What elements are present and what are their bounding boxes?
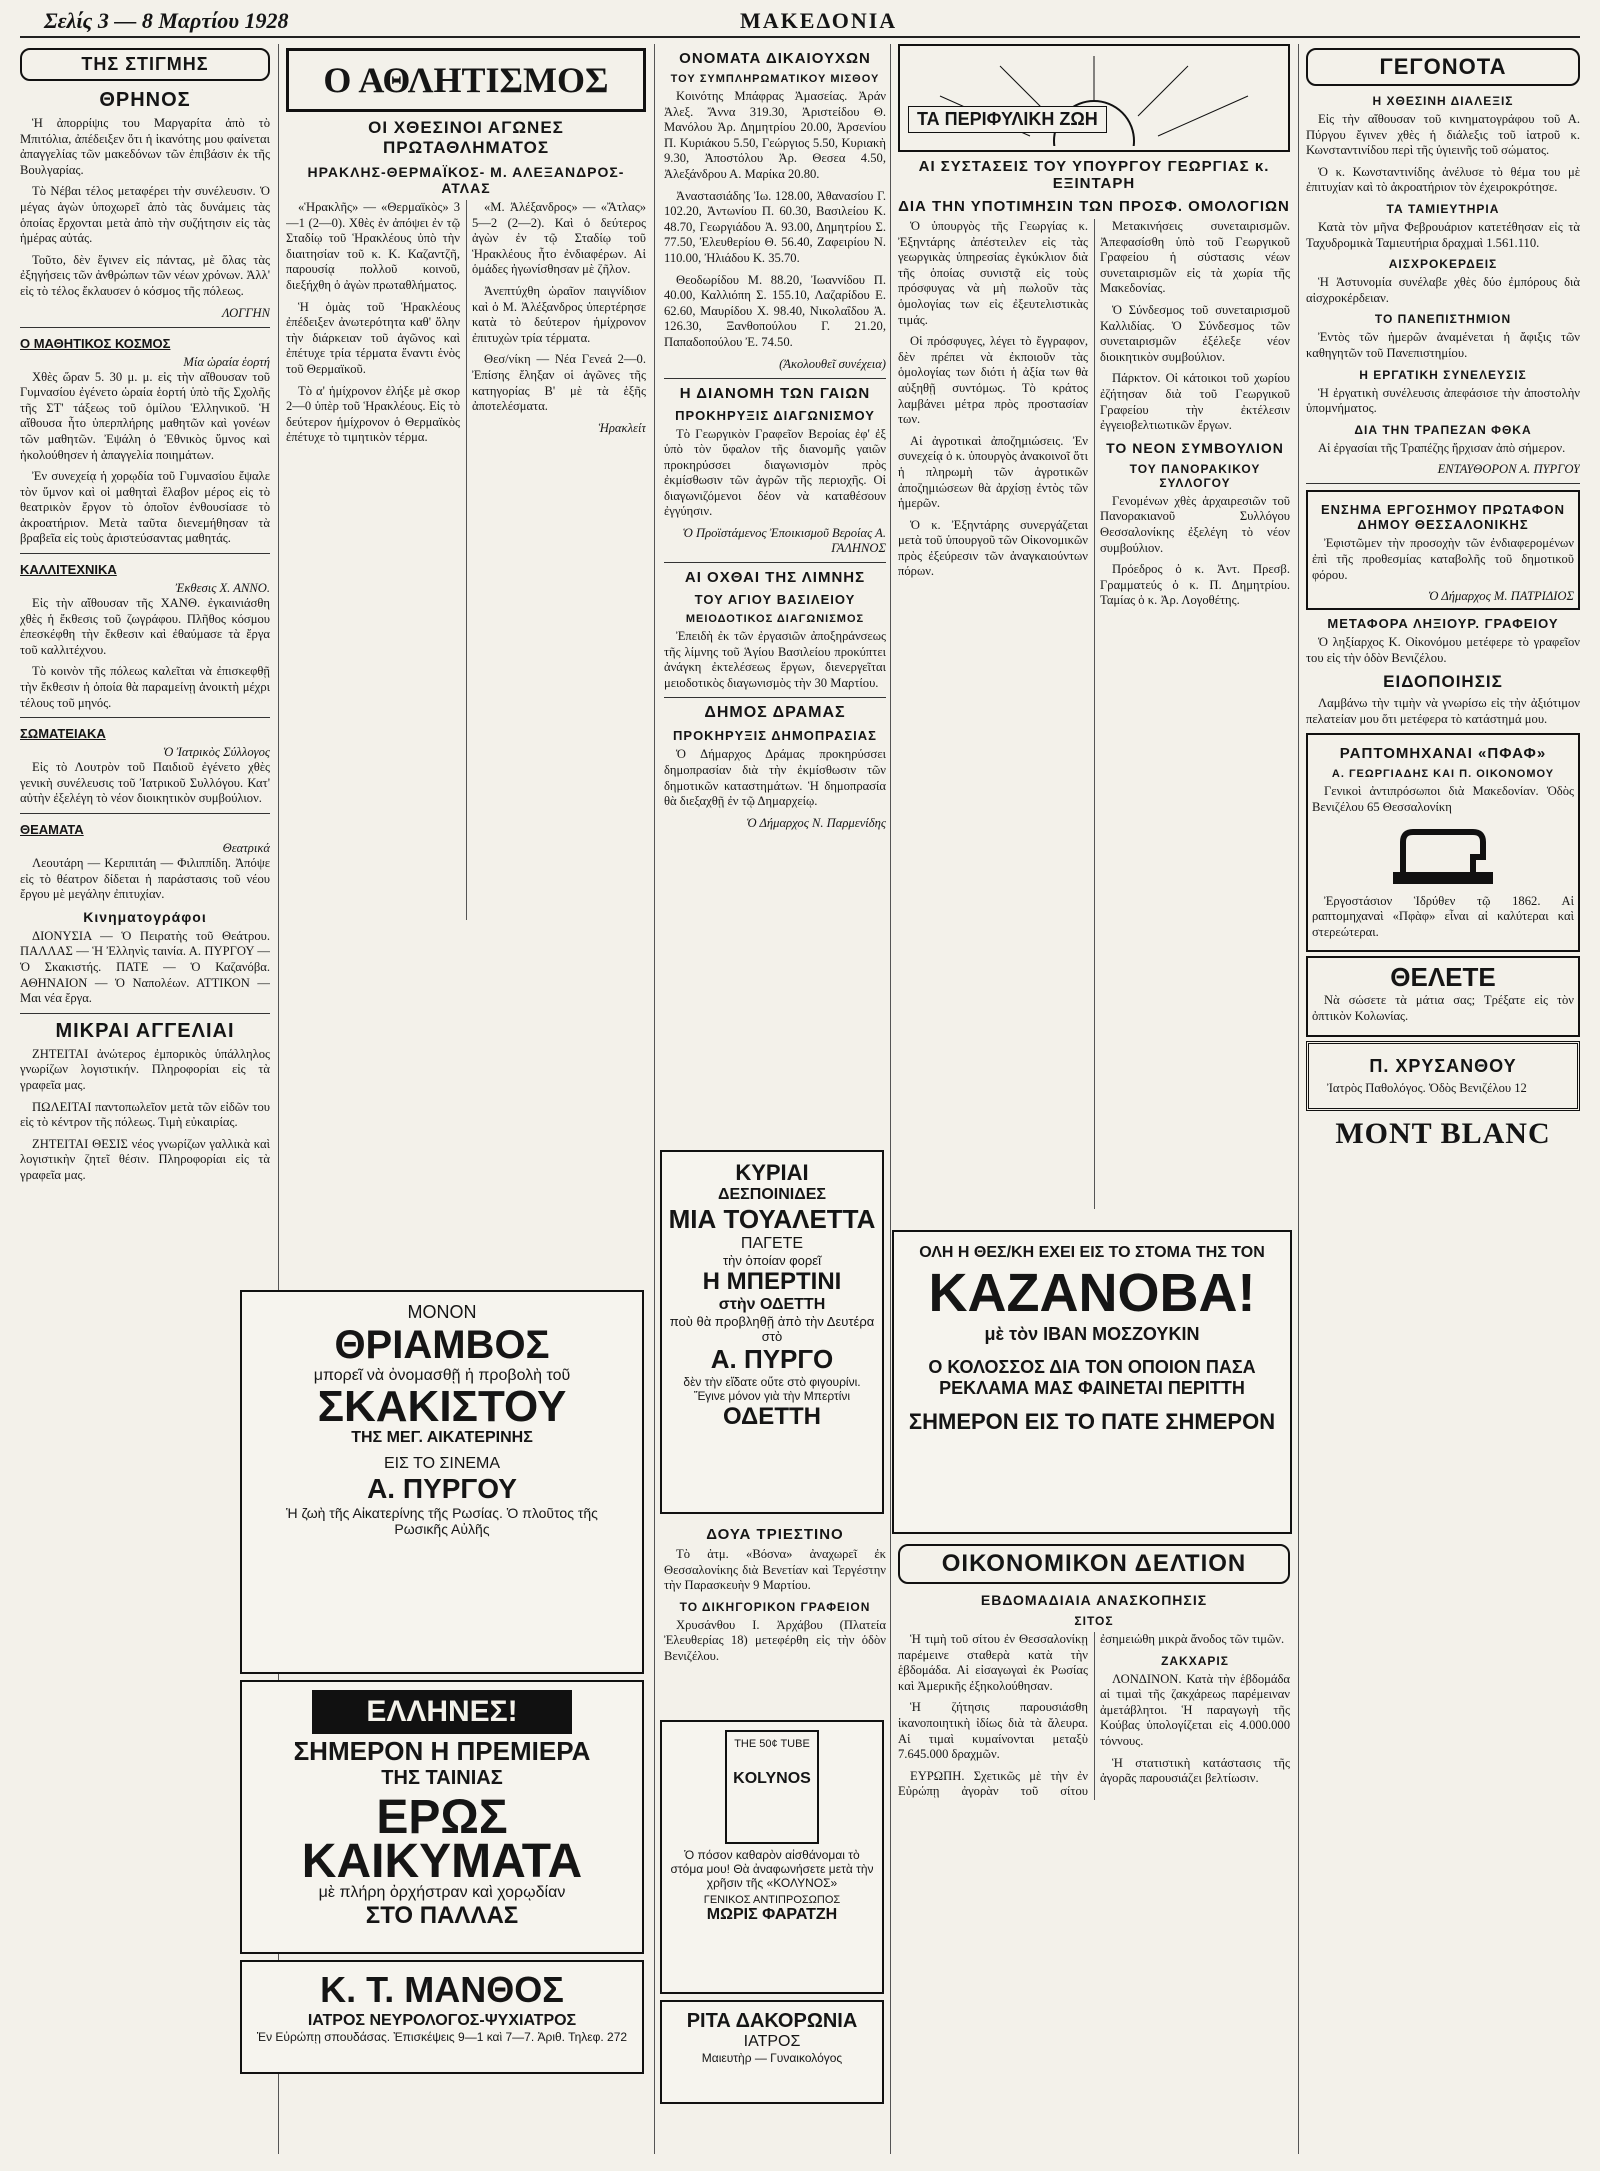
ad-dakoronia [660, 2000, 884, 2104]
classified-ad: ΖΗΤΕΙΤΑΙ ΘΕΣΙΣ νέος γνωρίζων γαλλικὰ καὶ λογιστικὴν ζητεῖ θέσιν. Πληροφορίαι εἰς τὰ γραφεῖα μας. [20, 1136, 270, 1182]
ad-text: ΕΛΛΗΝΕΣ! [312, 1690, 572, 1734]
signature: Ἡρακλείτ [598, 420, 646, 435]
ad-manthos [240, 1960, 644, 2074]
paper-name: ΜΑΚΕΔΟΝΙΑ [740, 8, 898, 33]
ad-text: ΕΡΩΣ ΚΑΙΚΥΜΑΤΑ [301, 1791, 583, 1888]
ad-text: μὲ τὸν ΙΒΑΝ ΜΟΣΖΟΥΚΙΝ [984, 1324, 1200, 1344]
headline: ΜΕΤΑΦΟΡΑ ΛΗΞΙΟΥΡ. ΓΡΑΦΕΙΟΥ [1327, 616, 1559, 632]
ad-text: ΡΑΠΤΟΜΗΧΑΝΑΙ «ΠΦΑΦ» [1339, 745, 1547, 763]
paragraph: «Ἡρακλῆς» — «Θερμαϊκὸς» 3—1 (2—0). Χθὲς ἐν ἀπόψει ἐν τῷ Σταδίῳ τοῦ Ἡρακλέους ὑπὸ τὴν διαιτησίαν τοῦ κ. Κ. Καζαντζῆ, παρουσίᾳ πολλοῦ κοινοῦ, διεξήχθη ὁ ἀγὼν πρωταθλήματος. [286, 200, 460, 292]
paragraph: Ὁ κ. Κωνσταντινίδης ἀνέλυσε τὸ θέμα του μὲ ἐπιτυχίαν καὶ τὸ ἀκροατήριον τὸν ἐχειροκρότησε. [1306, 164, 1580, 195]
section-heading: ΘΕΑΜΑΤΑ [20, 822, 84, 837]
paragraph: Ἐντὸς τῶν ἡμερῶν ἀναμένεται ἡ ἄφιξις τῶν καθηγητῶν τοῦ Πανεπιστημίου. [1306, 330, 1580, 360]
paragraph: «Μ. Ἀλέξανδρος» — «Ἄτλας» 5—2 (2—2). Καὶ ὁ δεύτερος ἀγὼν ἐν τῷ Σταδίῳ τοῦ Ἡρακλέους ἦτο ἐνδιαφέρων. Αἱ ὁμάδες ἠγωνίσθησαν μὲ ζῆλον. [472, 200, 646, 277]
toothpaste-icon [725, 1730, 819, 1844]
ad-odetti [660, 1150, 884, 1514]
ad-text: μπορεῖ νὰ ὀνομασθῇ ἡ προβολὴ τοῦ [313, 1367, 571, 1384]
paragraph: Κοινότης Μπάφρας Ἀμασείας. Ἀράν Ἀλεξ. Ἄννα 319.30, Ἀριστείδου Θ. Μανόλου Ἀρ. Δημητρίου 20.00, Ἀρσενίου Π. Κυριάκου 5.50, Γεώργιος 5.50, Κυριακὴ 9.30, Ἀποστόλου Ἀρ. Θεσεα 4.50, Ἀλεξάνδρου Α. Μαρίκα 20.80. [664, 89, 886, 181]
ad-text: ΣΤΟ ΠΑΛΛΑΣ [365, 1902, 519, 1929]
ad-text: Ὁ πόσον καθαρὸν αἰσθάνομαι τὸ στόμα μου! Θὰ ἀναφωνήσετε μετὰ τὴν χρῆσιν τῆς «ΚΟΛΥΝΟΣ» [670, 1848, 874, 1890]
headline: ΤΟ ΝΕΟΝ ΣΥΜΒΟΥΛΙΟΝ [1106, 439, 1284, 456]
paragraph: Μετακινήσεις συνεταιρισμῶν. Ἀπεφασίσθη ὑπὸ τοῦ Γεωργικοῦ Γραφείου ἡ σύστασις νέων συνεταιρισμῶν εἰς τὰ χωρία τῆς Μακεδονίας. [1100, 219, 1290, 296]
ad-text: THE 50¢ TUBE [734, 1738, 810, 1750]
section-heading: ΣΩΜΑΤΕΙΑΚΑ [20, 726, 106, 742]
ad-text: Μαιευτὴρ — Γυναικολόγος [701, 2051, 843, 2065]
paragraph: Ὁ ληξίαρχος Κ. Οἰκονόμου μετέφερε τὸ γραφεῖον του εἰς τὴν ὁδὸν Βενιζέλου. [1306, 635, 1580, 665]
headline: ΤΟ ΔΙΚΗΓΟΡΙΚΟΝ ΓΡΑΦΕΙΟΝ [679, 1599, 871, 1614]
ad-text: ΜΙΑ ΤΟΥΑΛΕΤΤΑ [668, 1204, 876, 1234]
headline: ΔΙΑ ΤΗΝ ΥΠΟΤΙΜΗΣΙΝ ΤΩΝ ΠΡΟΣΦ. ΟΜΟΛΟΓΙΩΝ [898, 198, 1290, 215]
paragraph: Ἐφιστῶμεν τὴν προσοχὴν τῶν ἐνδιαφερομένων ἐπὶ τῆς προθεσμίας καταβολῆς τοῦ δημοτικοῦ φόρου. [1312, 536, 1574, 582]
masthead-art [898, 44, 1290, 152]
sports-text [286, 200, 646, 920]
paragraph: Γενομένων χθὲς ἀρχαιρεσιῶν τοῦ Πανορακιανοῦ Συλλόγου Θεσσαλονίκης ἐξελέγη τὸ νέον συμβούλιον. [1100, 493, 1290, 555]
ad-text: Α. ΠΥΡΓΟ [710, 1344, 834, 1374]
paragraph: Ἡ ἐργατικὴ συνέλευσις ἀπεφάσισε τὴν ἀποστολὴν ὑπομνήματος. [1306, 385, 1580, 416]
paragraph: Ἀναστασιάδης Ἰω. 128.00, Ἀθανασίου Γ. 102.20, Ἀντωνίου Π. 60.30, Βασιλείου Κ. 48.70, Γεωργιάδου Ἀ. 93.00, Δημητρίου Σ. 77.50, Ἐλευθερίου Θ. 56.40, Ζαφειρίου Ν. 110.00, Ἠλιάδου Κ. 35.70. [664, 188, 886, 265]
ad-text: ΚΥΡΙΑΙ [735, 1160, 809, 1185]
subheading: ΤΑ ΤΑΜΙΕΥΤΗΡΙΑ [1386, 201, 1500, 216]
ad-text: Α. ΠΥΡΓΟΥ [367, 1473, 517, 1504]
ad-text: ΡΕΚΛΑΜΑ ΜΑΣ ΦΑΙΝΕΤΑΙ ΠΕΡΙΤΤΗ [939, 1378, 1245, 1398]
headline: Η ΔΙΑΝΟΜΗ ΤΩΝ ΓΑΙΩΝ [679, 384, 871, 402]
headline: ΤΟΥ ΣΥΜΠΛΗΡΩΜΑΤΙΚΟΥ ΜΙΣΘΟΥ [670, 73, 880, 85]
paragraph: Ἡ στατιστικὴ κατάστασις τῆς ἀγορᾶς παρουσιάζει βελτίωσιν. [1100, 1755, 1290, 1786]
section-heading: Ο ΜΑΘΗΤΙΚΟΣ ΚΟΣΜΟΣ [20, 335, 171, 351]
ad-text: ΣΚΑΚΙΣΤΟΥ [317, 1382, 567, 1431]
ad-text: Ἐν Εὐρώπῃ σπουδάσας. Ἐπισκέψεις 9—1 καὶ 7—7. Ἀριθ. Τηλεφ. 272 [256, 2030, 628, 2044]
paragraph: Οἱ πρόσφυγες, λέγει τὸ ἔγγραφον, δὲν πρέπει νὰ ἐκποιοῦν τὰς ὁμολογίας των διότι ἡ ἀξία των θὰ αὐξηθῇ συντόμως. Τὸ κράτος λαμβάνει μέτρα πρὸς προστασίαν των. [898, 334, 1088, 427]
notice-box [1306, 490, 1580, 610]
paragraph: Χθὲς ὥραν 5. 30 μ. μ. εἰς τὴν αἴθουσαν τοῦ Γυμνασίου ἐγένετο ὡραία ἑορτή ὑπὸ τῆς Σχολῆς τῆς ΣΤ' τάξεως τοῦ ὁμίλου Ἑλληνικοῦ. Ἡ αἴθουσα ἦτο ὑπερπλήρης μαθητῶν καὶ γονέων τῶν μαθητῶν. Ἐψάλη ὁ Ἐθνικὸς ὕμνος καὶ ἠκολούθησεν ἡ ἀπαγγελία ποιημάτων. [20, 369, 270, 462]
ad-mont-blanc: MONT BLANC [1335, 1117, 1551, 1151]
headline: ΤΟΥ ΠΑΝΟΡΑΚΙΚΟΥ ΣΥΛΛΟΓΟΥ [1129, 461, 1261, 490]
ad-text: ΘΡΙΑΜΒΟΣ [334, 1323, 550, 1367]
ad-text: ΣΗΜΕΡΟΝ Η ΠΡΕΜΙΕΡΑ [293, 1736, 591, 1766]
sewing-machine-icon [1383, 822, 1503, 892]
paragraph: Εἰς τὸ Λουτρὸν τοῦ Παιδιοῦ ἐγένετο χθὲς γενικὴ συνέλευσις τοῦ Ἰατρικοῦ Συλλόγου. Κατ' αὐτὴν ἐξελέγη τὸ νέον διοικητικὸν συμβούλιον. [20, 760, 270, 806]
subheading: Μία ὡραία ἑορτή [183, 354, 270, 369]
paragraph: Ὁ κ. Ἐξηντάρης συνεργάζεται μετὰ τοῦ ὑπουργοῦ τῶν Οἰκονομικῶν πρὸς ἐξεύρεσιν τῶν ἀναγκαιούντων πόρων. [898, 517, 1088, 579]
article-title-thrinos: ΘΡΗΝΟΣ [99, 89, 191, 111]
headline: ΑΙ ΟΧΘΑΙ ΤΗΣ ΛΙΜΝΗΣ [684, 569, 866, 587]
subheading: ΤΟ ΠΑΝΕΠΙΣΤΗΜΙΟΝ [1374, 312, 1512, 327]
paragraph: Τὸ α' ἡμίχρονον ἐλήξε μὲ σκορ 2—0 ὑπὲρ τοῦ Ἡρακλέους. Εἰς τὸ δεύτερον ἡμίχρονον ὁ Θερμαϊκὸς ἐπέτυχε τὸ τιμητικὸν τέρμα. [286, 383, 460, 445]
paragraph: ΛΟΝΔΙΝΟΝ. Κατὰ τὴν ἑβδομάδα αἱ τιμαὶ τῆς ζακχάρεως παρέμειναν ἀμετάβλητοι. Ἡ παραγωγὴ τῆς Κούβας ὑπολογίζεται εἰς 4.000.000 τόννους. [1100, 1671, 1290, 1748]
paragraph: Τὸ ἀτμ. «Βόσνα» ἀναχωρεῖ ἐκ Θεσσαλονίκης διὰ Βενετίαν καὶ Τεργέστην τὴν Παρασκευὴν 9 Μαρτίου. [664, 1547, 886, 1593]
ad-text: ΟΛΗ Η ΘΕΣ/ΚΗ ΕΧΕΙ ΕΙΣ ΤΟ ΣΤΟΜΑ ΤΗΣ ΤΟΝ [919, 1244, 1265, 1261]
headline: ΜΕΙΟΔΟΤΙΚΟΣ ΔΙΑΓΩΝΙΣΜΟΣ [685, 613, 865, 626]
paragraph: Ἡ Ἀστυνομία συνέλαβε χθὲς δύο ἐμπόρους διὰ αἰσχροκέρδειαν. [1306, 275, 1580, 305]
ad-text: ΙΑΤΡΟΣ ΝΕΥΡΟΛΟΓΟΣ-ΨΥΧΙΑΤΡΟΣ [307, 2012, 577, 2029]
classified-ad: ΠΩΛΕΙΤΑΙ παντοπωλεῖον μετὰ τῶν εἰδῶν του εἰς τὸ κέντρον τῆς πόλεως. Τιμὴ εὐκαιρίας. [20, 1099, 270, 1130]
paragraph: Κατὰ τὸν μῆνα Φεβρουάριον κατετέθησαν εἰς τὰ Ταχυδρομικὰ Ταμιευτήρια δραχμαὶ 1.561.110. [1306, 219, 1580, 250]
section-heading-ads: ΜΙΚΡΑΙ ΑΓΓΕΛΙΑΙ [55, 1019, 235, 1042]
ad-text: μὲ πλήρη ὀρχήστραν καὶ χορῳδίαν [318, 1884, 566, 1901]
headline: ΗΡΑΚΛΗΣ-ΘΕΡΜΑΪΚΟΣ- Μ. ΑΛΕΞΑΝΔΡΟΣ-ΑΤΛΑΣ [307, 164, 625, 196]
signature: Ὁ Δήμαρχος Μ. ΠΑΤΡΙΔΙΟΣ [1428, 589, 1574, 604]
section-title-gegonota: ΓΕΓΟΝΟΤΑ [1306, 48, 1580, 86]
ad-text: τὴν ὁποίαν φορεῖ [723, 1253, 821, 1268]
ad-text: ΜΩΡΙΣ ΦΑΡΑΤΖΗ [706, 1906, 838, 1923]
ad-text: στὴν ΟΔΕΤΤΗ [718, 1296, 826, 1313]
paragraph: Ὁ Δήμαρχος Δράμας προκηρύσσει δημοπρασίαν διὰ τὴν ἐκμίσθωσιν τῶν δημοτικῶν καταστημάτων. Ἡ δημοπρασία θὰ διεξαχθῇ ἐν τῷ Δημαρχείῳ. [664, 747, 886, 809]
section-heading: ΚΑΛΛΙΤΕΧΝΙΚΑ [20, 562, 117, 578]
paragraph: Πρόεδρος ὁ κ. Ἀντ. Πρεσβ. Γραμματεύς ὁ κ. Π. Δημητρίου. Ταμίας ὁ κ. Ἀρ. Λογοθέτης. [1100, 562, 1290, 608]
column-5 [1306, 44, 1580, 2154]
paragraph: Τὸ κοινὸν τῆς πόλεως καλεῖται νὰ ἐπισκεφθῇ τὴν ἔκθεσιν ἡ ὁποία θὰ παραμείνῃ ἀνοικτὴ μέχρι τέλους τοῦ μηνός. [20, 664, 270, 710]
ad-text: Ο ΚΟΛΟΣΣΟΣ ΔΙΑ ΤΟΝ ΟΠΟΙΟΝ ΠΑΣΑ [928, 1357, 1256, 1377]
signature: ΛΟΓΓΗΝ [222, 305, 270, 320]
ad-text: ποὺ θὰ προβληθῇ ἀπὸ τὴν Δευτέρα στὸ [669, 1314, 875, 1344]
headline: ΖΑΚΧΑΡΙΣ [1161, 1653, 1229, 1668]
ad-text: Ἡ ζωὴ τῆς Αἰκατερίνης τῆς Ρωσίας. Ὁ πλοῦτος τῆς Ρωσικῆς Αὐλῆς [286, 1505, 598, 1537]
article-text [898, 219, 1290, 1209]
signature: Ὁ Δήμαρχος Ν. Παρμενίδης [746, 815, 886, 830]
masthead [20, 6, 1580, 38]
paragraph: Εἰς τὴν αἴθουσαν τοῦ κινηματογράφου τοῦ Α. Πύργου ἔγινεν χθὲς ἡ διάλεξις τοῦ ἰατροῦ κ. Κωνσταντινίδου περὶ τῆς ὑγιεινῆς τοῦ σώματος. [1306, 112, 1580, 158]
art-caption: ΤΑ ΠΕΡΙΦΥΛΙΚΗ ΖΩΗ [908, 106, 1107, 133]
paragraph: Ἡ ἀπορρίψις του Μαργαρίτα ἀπὸ τὸ Μπιτόλια, ἀπέδειξεν ὅτι ἡ ἱκανότης μου φαίνεται ἀπαγγελίας τῶν μακεδόνων τῶν ἐπιβάσιν ἐκ τῆς Βουλγαρίας. [20, 116, 270, 177]
ad-text: ΜΟΝΟΝ [407, 1302, 477, 1322]
ad-text: ΣΗΜΕΡΟΝ ΕΙΣ ΤΟ ΠΑΤΕ ΣΗΜΕΡΟΝ [908, 1409, 1276, 1434]
column-3-lower [664, 1520, 886, 1671]
ad-text: KOLYNOS [733, 1770, 811, 1787]
ad-optician [1306, 956, 1580, 1036]
headline: ΠΡΟΚΗΡΥΞΙΣ ΔΗΜΟΠΡΑΣΙΑΣ [673, 728, 877, 744]
headline: ΕΒΔΟΜΑΔΙΑΙΑ ΑΝΑΣΚΟΠΗΣΙΣ [980, 1592, 1208, 1608]
economic-bulletin [898, 1540, 1290, 2140]
paragraph: Αἱ ἀγροτικαὶ ἀποζημιώσεις. Ἐν συνεχείᾳ ὁ κ. ὑπουργὸς ἀνακοινοῖ ὅτι ἡ πληρωμὴ τῶν ἀγροτικῶν ἀποζημιώσεων θὰ ἀρχίσῃ ἐντὸς τῶν ἡμερῶν. [898, 433, 1088, 511]
paragraph: Ὁ ὑπουργὸς τῆς Γεωργίας κ. Ἐξηντάρης ἀπέστειλεν εἰς τὰς γεωργικὰς ὑπηρεσίας ἐγκύκλιον διὰ τῆς ὁποίας συνιστᾷ εἰς τοὺς πρόσφυγας νὰ μὴ πωλοῦν τὰς ὁμολογίας των εἰς ἐξευτελιστικὰς τιμάς. [898, 219, 1088, 327]
headline: ΤΟΥ ΑΓΙΟΥ ΒΑΣΙΛΕΙΟΥ [694, 592, 856, 608]
subheading: Η ΧΘΕΣΙΝΗ ΔΙΑΛΕΞΙΣ [1372, 94, 1514, 108]
paragraph: Ἡ τιμὴ τοῦ σίτου ἐν Θεσσαλονίκῃ παρέμεινε σταθερὰ κατὰ τὴν ἑβδομάδα. Αἱ εἰσαγωγαὶ ἐκ Ρωσίας καὶ Ἀμερικῆς ἐξηκολούθησαν. [898, 1632, 1088, 1693]
paragraph: Ἐν συνεχείᾳ ἡ χορῳδία τοῦ Γυμνασίου ἔψαλε τὸν ὕμνον καὶ οἱ μαθηταὶ ἔλαβον μέρος εἰς τὸ θεατρικὸν ἔργον τὸ ὁποῖον ἐνθουσίασε τὸ ἀκροατήριον. Μετὰ ταῦτα διενεμήθησαν τὰ βραβεῖα εἰς τοὺς ἀριστεύσαντας μαθητάς. [20, 469, 270, 546]
subheading: ΔΙΑ ΤΗΝ ΤΡΑΠΕΖΑΝ ΦΘΚΑ [1354, 422, 1532, 437]
ad-kolynos [660, 1720, 884, 1994]
section-title-stigmis: ΤΗΣ ΣΤΙΓΜΗΣ [20, 48, 270, 81]
paragraph: Ἐπειδὴ ἐκ τῶν ἐργασιῶν ἀποξηράνσεως τῆς λίμνης τοῦ Ἁγίου Βασιλείου προκύπτει ἀνάγκη ἐκτελέσεως ἔργων, διενεργεῖται μειοδοτικὸς διαγωνισμὸς τὴν 30 Μαρτίου. [664, 629, 886, 690]
paragraph: Ἡ ὁμὰς τοῦ Ἡρακλέους ἐπέδειξεν ἀνωτερότητα καθ' ὅλην τὴν διάρκειαν τοῦ ἀγῶνος καὶ ἐπέτυχε τρία τέρματα ἔναντι ἑνὸς τοῦ Θερμαϊκοῦ. [286, 299, 460, 376]
headline: ΕΙΔΟΠΟΙΗΣΙΣ [1383, 672, 1503, 692]
paragraph: Αἱ ἐργασίαι τῆς Τραπέζης ἤρχισαν ἀπὸ σήμερον. [1318, 440, 1566, 455]
paragraph: ΕΥΡΩΠΗ. Σχετικῶς μὲ τὴν ἐν Εὐρώπῃ ἀγορὰν τοῦ σίτου ἐσημειώθη μικρὰ ἄνοδος τῶν τιμῶν. [898, 1632, 1285, 1799]
subheading: ΑΙΣΧΡΟΚΕΡΔΕΙΣ [1388, 257, 1498, 272]
paragraph: Τὸ Νέβαι τέλος μεταφέρει τὴν συνέλευσιν. Ὁ μέγας ἀγὼν ὑποχωρεῖ ἀπὸ τὰς δυνάμεις τὰς ὁποίας ἔρχονται μετὰ ἀπὸ τὴν συζήτησιν εἰς τὰς ἡμέρας αὐτάς. [20, 184, 270, 246]
headline: ΟΙ ΧΘΕΣΙΝΟΙ ΑΓΩΝΕΣ ΠΡΩΤΑΘΛΗΜΑΤΟΣ [368, 118, 564, 157]
headline: ΔΗΜΟΣ ΔΡΑΜΑΣ [704, 704, 846, 722]
ad-text: Κ. Τ. ΜΑΝΘΟΣ [320, 1969, 564, 2010]
paragraph: Χρυσάνθου Ι. Ἀρχάβου (Πλατεία Ἐλευθερίας 18) μετεφέρθη εἰς τὴν ὁδὸν Βενιζέλου. [664, 1617, 886, 1663]
paragraph: Θεσ/νίκη — Νέα Γενεά 2—0. Ἐπίσης ἔληξαν οἱ ἀγῶνες τῆς κατηγορίας Β' μὲ τὰ ἑξῆς ἀποτελέσματα. [472, 352, 646, 414]
ad-text: Νὰ σώσετε τὰ μάτια σας; Τρέξατε εἰς τὸν ὀπτικὸν Κολωνίας. [1312, 993, 1574, 1024]
ad-text: ΔΕΣΠΟΙΝΙΔΕΣ [718, 1186, 826, 1203]
page-date: Σελίς 3 — 8 Μαρτίου 1928 [44, 8, 289, 33]
ad-kazanova [892, 1230, 1292, 1534]
headline: ΔΟΥΑ ΤΡΙΕΣΤΙΝΟ [706, 1526, 844, 1543]
paragraph: Ἀνεπτύχθη ὡραῖον παιγνίδιον καὶ ὁ Μ. Ἀλέξανδρος ὑπερτέρησε κατὰ τὸ δεύτερον ἡμίχρονον ἐπιτυχὼν τρία τέρματα. [472, 283, 646, 345]
ad-text: ΙΑΤΡΟΣ [743, 2033, 801, 2050]
ad-text: Γενικοὶ ἀντιπρόσωποι διὰ Μακεδονίαν. Ὁδὸς Βενιζέλου 65 Θεσσαλονίκη [1312, 784, 1574, 815]
paragraph: Λεουτάρη — Κεριπιτάη — Φιλιππίδη. Ἀπόψε εἰς τὸ θέατρον δίδεται ἡ παράστασις τοῦ νέου ἔργου μὲ μεγάλην ἐπιτυχίαν. [20, 856, 270, 902]
column-1 [20, 44, 270, 2154]
section-heading: Κινηματογράφοι [83, 908, 207, 925]
paragraph: Ἡ ζήτησις παρουσιάσθη ἱκανοποιητικὴ ἰδίως διὰ τὰ ἄλευρα. Αἱ τιμαὶ κυμαίνονται μεταξὺ 7.645.000 δραχμῶν. [898, 1700, 1088, 1762]
ad-text: ΤΗΣ ΤΑΙΝΙΑΣ [381, 1767, 503, 1789]
ad-text: ΤΗΣ ΜΕΓ. ΑΙΚΑΤΕΡΙΝΗΣ [351, 1429, 533, 1446]
ad-text: Π. ΧΡΥΣΑΝΘΟΥ [1369, 1055, 1517, 1076]
signature: Ὁ Προϊστάμενος Ἐποικισμοῦ Βεροίας Α. ΓΑΛΗΝΟΣ [682, 526, 886, 556]
paragraph: Εἰς τὴν αἴθουσαν τῆς ΧΑΝΘ. ἐγκαινιάσθη χθὲς ἡ ἔκθεσις τοῦ ζωγράφου. Πλῆθος κόσμου ἐπεσκέφθη τὴν ἔκθεσιν καὶ ἐθαύμασε τὰ ἔργα τοῦ καλλιτέχνου. [20, 596, 270, 657]
economy-text [898, 1632, 1290, 1800]
ad-text: ΓΕΝΙΚΟΣ ΑΝΤΙΠΡΟΣΩΠΟΣ [703, 1894, 841, 1906]
signature: ΕΝΤΑΥΘΟΡΟΝ Α. ΠΥΡΓΟΥ [1437, 462, 1580, 477]
ad-text: Ἐργοστάσιον Ἱδρύθεν τῷ 1862. Αἱ ραπτομηχαναὶ «Πφὰφ» εἶναι αἱ καλύτεραι καὶ στερεώτεραι. [1312, 893, 1574, 939]
ad-eros-kaikymata [240, 1680, 644, 1954]
ad-text: Α. ΓΕΩΡΓΙΑΔΗΣ ΚΑΙ Π. ΟΙΚΟΝΟΜΟΥ [1331, 768, 1555, 781]
headline: ΑΙ ΣΥΣΤΑΣΕΙΣ ΤΟΥ ΥΠΟΥΡΓΟΥ ΓΕΩΡΓΙΑΣ κ. ΕΞΙΝΤΑΡΗ [918, 158, 1270, 192]
section-title-economy: ΟΙΚΟΝΟΜΙΚΟΝ ΔΕΛΤΙΟΝ [898, 1544, 1290, 1584]
ad-text: δὲν τὴν εἴδατε οὔτε στὸ φιγουρίνι. Ἔγινε μόνον γιὰ τὴν Μπερτίνι [683, 1375, 861, 1403]
paragraph: Λαμβάνω τὴν τιμὴν νὰ γνωρίσω εἰς τὴν ἀξιότιμον πελατείαν μου ὅτι μετέφερα τὸ κατάστημά μου. [1306, 696, 1580, 726]
paragraph: Πάρκτον. Οἱ κάτοικοι τοῦ χωρίου ἐζήτησαν διὰ τοῦ Γεωργικοῦ Γραφείου τὴν ἐκτέλεσιν ἐγγειοβελτιωτικῶν ἔργων. [1100, 371, 1290, 433]
ad-text: Ἰατρὸς Παθολόγος. Ὁδὸς Βενιζέλου 12 [1327, 1080, 1527, 1095]
continued-note: (Ἀκολουθεῖ συνέχεια) [779, 356, 886, 371]
cinema-listing: ΔΙΟΝΥΣΙΑ — Ὁ Πειρατὴς τοῦ Θεάτρου. ΠΑΛΛΑΣ — Ἡ Ἐλληνὶς ταινία. Α. ΠΥΡΓΟΥ — Ὁ Σκακιστής. ΠΑΤΕ — Ὁ Καζανόβα. ΑΘΗΝΑΙΟΝ — Ὁ Ναπολέων. ΑΤΤΙΚΟΝ — Μαι νέα ἔργα. [20, 928, 270, 1006]
subheading: Η ΕΡΓΑΤΙΚΗ ΣΥΝΕΛΕΥΣΙΣ [1359, 367, 1527, 382]
ad-chrysanthou [1306, 1041, 1580, 1112]
subheading: Θεατρικά [222, 841, 270, 855]
ad-text: Η ΜΠΕΡΤΙΝΙ [702, 1268, 842, 1295]
headline: ΕΝΣΗΜΑ ΕΡΓΟΣΗΜΟΥ ΠΡΩΤΑΦΟΝ ΔΗΜΟΥ ΘΕΣΣΑΛΟΝΙΚΗΣ [1320, 502, 1566, 533]
paragraph: Τὸ Γεωργικὸν Γραφεῖον Βεροίας ἐφ' ἐξ ὑπὸ τὸν ὕφαλον τῆς διανομῆς γαιῶν προκηρύσσει διαγωνισμὸν πρὸς ἐκμίσθωσιν τῶν ἀγρῶν τῆς περιοχῆς. Οἱ διαγωνιζόμενοι δέον νὰ καταθέσουν ἐγγύησιν. [664, 426, 886, 519]
headline: ΣΙΤΟΣ [1074, 1614, 1114, 1628]
ad-text: ΘΕΛΕΤΕ [1390, 962, 1496, 993]
paragraph: Τοῦτο, δὲν ἔγινεν εἰς πάντας, μὲ ὅλας τὰς ἐξηγήσεις τῶν ἀνθρώπων τῶν νέων χρόνων. Ἀλλ' εἰς τὸ τέλος ἔκλαυσεν ὁ κόσμος τῆς πόλεως. [20, 252, 270, 298]
ad-text: ΡΙΤΑ ΔΑΚΟΡΩΝΙΑ [686, 2010, 858, 2032]
ad-text: ΕΙΣ ΤΟ ΣΙΝΕΜΑ [383, 1455, 501, 1472]
subheading: Ἐκθεσις Χ. ΑΝΝΟ. [175, 581, 270, 596]
subheading: Ὁ Ἰατρικὸς Σύλλογος [163, 745, 270, 760]
ad-pfaff [1306, 733, 1580, 952]
ad-text: ΟΔΕΤΤΗ [723, 1403, 821, 1430]
paragraph: Θεοδωρίδου Μ. 88.20, Ἰωαννίδου Π. 40.00, Καλλιόπη Σ. 155.10, Λαζαρίδου Ε. 62.60, Μαυρίδου Χ. 98.40, Νικολαΐδου Ἀ. 126.30, Ξανθοπούλου Γ. 21.20, Παπαδοπούλου Ἐ. 74.50. [664, 272, 886, 349]
ad-text: ΚΑΖΑΝΟΒΑ! [928, 1263, 1256, 1323]
headline: ΟΝΟΜΑΤΑ ΔΙΚΑΙΟΥΧΩΝ [679, 50, 871, 67]
classified-ad: ΖΗΤΕΙΤΑΙ ἀνώτερος ἐμπορικὸς ὑπάλληλος γνωρίζων λογιστικήν. Πληροφορίαι εἰς τὰ γραφεῖα μας. [20, 1046, 270, 1092]
paragraph: Ὁ Σύνδεσμος τοῦ συνεταιρισμοῦ Καλλιδίας. Ὁ Σύνδεσμος τῶν συνεταιρισμῶν ἐξέλεξε νέον διοικητικὸν συμβούλιον. [1100, 302, 1290, 364]
ad-skakistis [240, 1290, 644, 1674]
headline: ΠΡΟΚΗΡΥΞΙΣ ΔΙΑΓΩΝΙΣΜΟΥ [675, 407, 875, 423]
ad-text: ΠΑΓΕΤΕ [740, 1235, 804, 1252]
section-title-athletismos: Ο ΑΘΛΗΤΙΣΜΟΣ [286, 48, 646, 112]
